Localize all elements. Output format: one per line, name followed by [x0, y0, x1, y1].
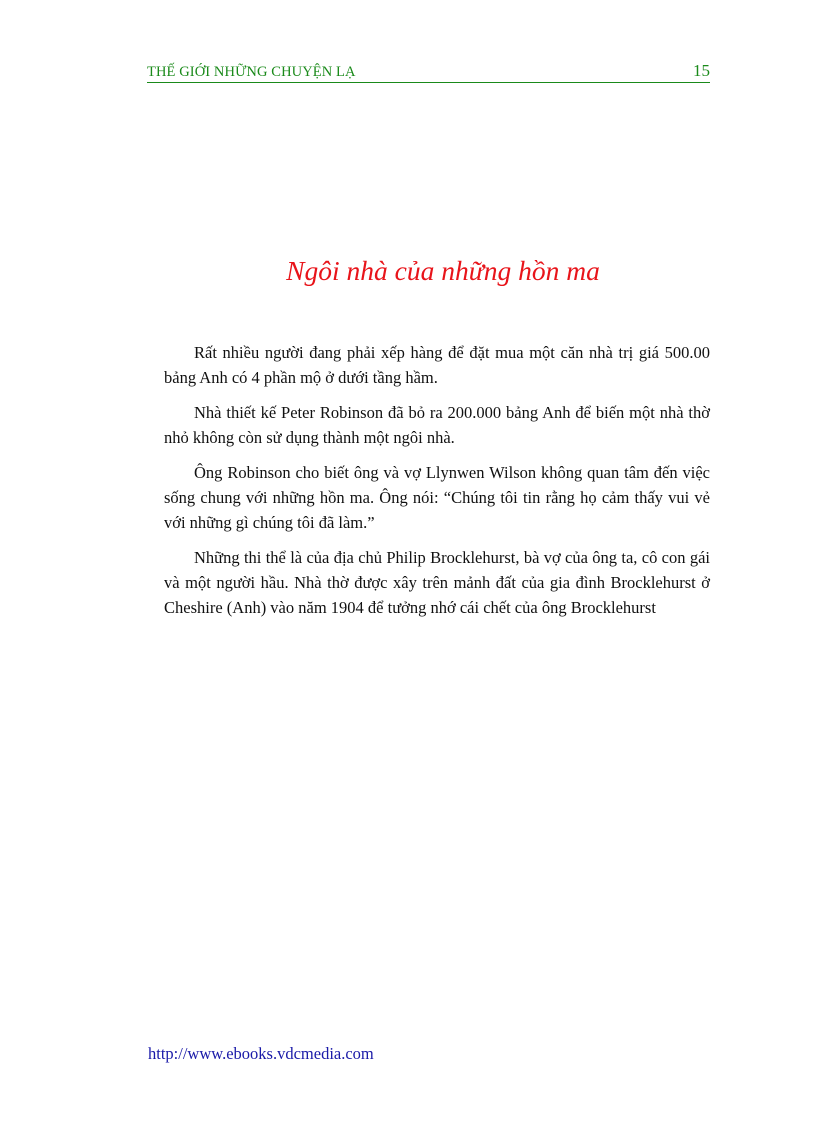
article-title: Ngôi nhà của những hồn ma	[286, 255, 600, 286]
paragraph-4: Những thi thể là của địa chủ Philip Brocklehurst, bà vợ của ông ta, cô con gái và một người hầu. Nhà thờ được xây trên mảnh đất của gia đình Brocklehurst ở Cheshire (Anh) vào năm 1904 để tưởng nhớ cái chết của ông Brocklehurst	[164, 548, 710, 617]
paragraph-1: Rất nhiều người đang phải xếp hàng để đặt mua một căn nhà trị giá 500.00 bảng Anh có 4 phần mộ ở dưới tầng hầm.	[164, 343, 710, 387]
article-body	[164, 340, 710, 630]
running-header	[147, 60, 710, 83]
book-title: THẾ GIỚI NHỮNG CHUYỆN LẠ	[147, 64, 356, 80]
page-number: 15	[693, 61, 710, 80]
website-link[interactable]: http://www.ebooks.vdcmedia.com	[148, 1044, 374, 1063]
paragraph-2: Nhà thiết kế Peter Robinson đã bỏ ra 200.000 bảng Anh để biến một nhà thờ nhỏ không còn sử dụng thành một ngôi nhà.	[164, 403, 710, 447]
paragraph-3: Ông Robinson cho biết ông và vợ Llynwen Wilson không quan tâm đến việc sống chung với những hồn ma. Ông nói: “Chúng tôi tin rằng họ cảm thấy vui vẻ với những gì chúng tôi đã làm.”	[164, 463, 710, 532]
